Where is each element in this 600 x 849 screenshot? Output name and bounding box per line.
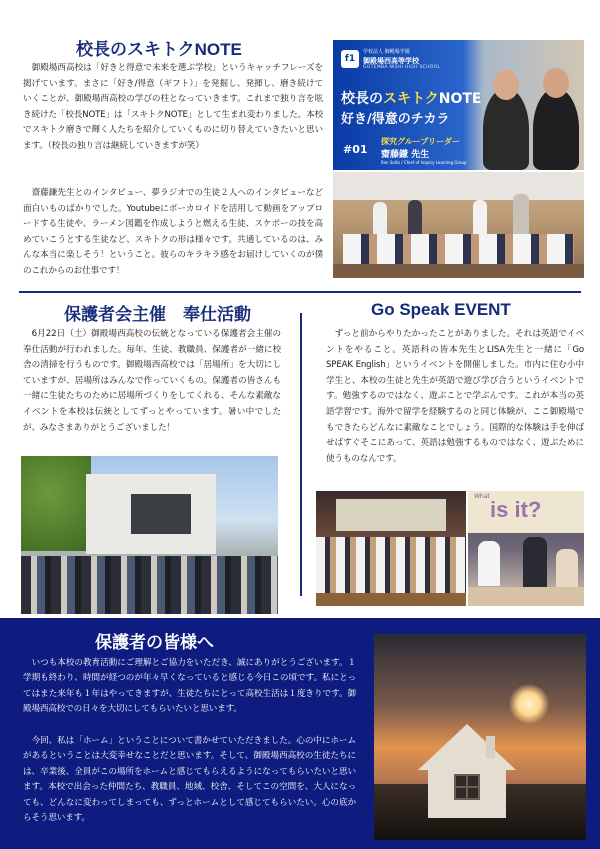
student <box>478 541 500 586</box>
participants <box>316 537 466 593</box>
seated-students <box>343 234 574 264</box>
banner-subtitle: 好き/得意のチカラ <box>341 112 450 127</box>
person-photo <box>533 88 579 170</box>
skitoku-note-banner <box>333 40 584 170</box>
person-photo <box>483 88 529 170</box>
parents-section <box>0 618 600 849</box>
house-model-photo <box>374 634 586 840</box>
projector-screen <box>336 499 446 531</box>
go-speak-paragraph: ずっと前からやりたかったことがありました。それは英語でイベントをやること。英語科の皆本先生とLISA先生と一緒に「Go SPEAK English」というイベントを開催しました。市内に住む小中学生と、本校の生徒と先生が英語で遊び学び合うというイベントです。勉強するのではなく、遊ぶことで学ぶんです。これが本当の英語学習です。海外で留学を経験するのと同じ体験が、ここ御殿場でもできたらどんなに素敵なことでしょう。国際的な体験は手を伸ばせばすぐそこにあって、英語は勉強するものではなく、遊ぶために使うものなんです。 <box>326 329 584 464</box>
banner-name-english: Ren Saito / Chief of Inquiry Learning Group <box>381 160 467 165</box>
stage-floor <box>316 593 466 606</box>
building-windows <box>131 494 191 534</box>
principal-note-paragraph-2: 齋藤鎌先生とのインタビュー、夢ラジオでの生徒２人へのインタビューなど面白いものばかりでした。Youtubeにボーカロイドを活用して動画をアップロードする生徒や、ラーメン図鑑を作成しようと燃える生徒、スケボーの技を高めていこうとする生徒など、スキトクの形は様々です。共通しているのは、みんな本当に楽しそう！ということ。彼らのキラキラ感をお届けしていくのが僕のこれからのお仕事です！ <box>23 188 323 276</box>
whiteboard-text-small: What <box>474 493 490 500</box>
banner-school-name: 学校法人 御殿場学園 御殿場西高等学校 <box>363 49 419 65</box>
go-speak-title: Go Speak EVENT <box>371 300 511 319</box>
section-divider <box>19 291 581 293</box>
group-photo <box>333 172 584 278</box>
crowd <box>21 556 278 614</box>
student <box>523 537 547 587</box>
go-speak-photo-activity <box>468 491 584 606</box>
house-icon <box>412 722 522 822</box>
person-face <box>543 68 569 98</box>
ceiling <box>333 172 584 200</box>
whiteboard-text: is it? <box>490 497 542 522</box>
tree <box>21 456 91 551</box>
principal-note-paragraph-1: 御殿場西高校は「好きと得意で未来を選ぶ学校」というキャッチフレーズを掲げています。まさに「好き/得意（ギフト）」を発掘し、発揮し、磨き続けていくことが、御殿場西高校の学びの柱となっていきます。これまで独り言を呟き続けた「校長NOTE」は「スキトクNOTE」として生まれ変わりました。本校でスキトク磨きで輝く人たちを紹介していくものに切り替えていきたいと思います。（校長の独り言は継続していきますが笑） <box>23 63 323 151</box>
school-logo: f1 <box>341 50 359 68</box>
parents-paragraph-1: いつも本校の教育活動にご理解とご協力をいただき、誠にありがとうございます。１学期も終わり、時間が経つのが年々早くなっていると感じる今日この頃です。私にとってはまた来年も１年はやってきますが、生徒たちにとって高校生活は１度きりです。御殿場西高校での日々を大切にしてもらいたいと思います。 <box>23 658 356 715</box>
volunteer-photo <box>21 456 278 614</box>
banner-title: 校長のスキトクNOTE <box>341 91 482 107</box>
banner-school-english: GOTEMBA NISHI HIGH SCHOOL <box>363 65 441 70</box>
volunteer-title: 保護者会主催 奉仕活動 <box>64 305 251 324</box>
parents-title: 保護者の皆様へ <box>95 633 214 652</box>
volunteer-paragraph: 6月22日（土）御殿場西高校の伝統となっている保護者会主催の奉仕活動が行われました。毎年、生徒、教職員、保護者が一緒に校舎の清掃を行うものです。御殿場西高校では「居場所」を大切にしていますが、居場所はみんなで作っていくもの。保護者の皆さんも一緒に生徒たちのために居場所づくりをしてくれる、そんな素敵なイベントを本校は伝統としてずっとやっています。暑い中でしたが、みなさまありがとうございました！ <box>23 329 281 433</box>
go-speak-photo-stage <box>316 491 466 606</box>
floor <box>333 264 584 278</box>
principal-note-title: 校長のスキトクNOTE <box>76 40 242 59</box>
parents-paragraph-2: 今回、私は「ホーム」ということについて書かせていただきました。心の中にホームがあるということは大変幸せなことだと思います。そして、御殿場西高校の生徒たちには、卒業後、全員がこの場所をホームと感じてもらえるようになってもらいたいと思います。本校で出会った仲間たち、教職員、地域、校舎、そしてこの空間を、大人になっても、どんなに変わってしまっても、ずっとホームとして感じてもらいたい。心の底からそう思います。 <box>23 736 356 824</box>
banner-episode: #01 <box>343 143 368 156</box>
column-divider <box>300 313 302 596</box>
banner-name: 齋藤鎌 先生 <box>381 150 430 160</box>
student <box>556 549 578 587</box>
sunset-glow <box>509 684 549 724</box>
table <box>468 587 584 606</box>
person-face <box>493 70 519 100</box>
banner-role: 探究グループリーダー <box>381 137 461 146</box>
